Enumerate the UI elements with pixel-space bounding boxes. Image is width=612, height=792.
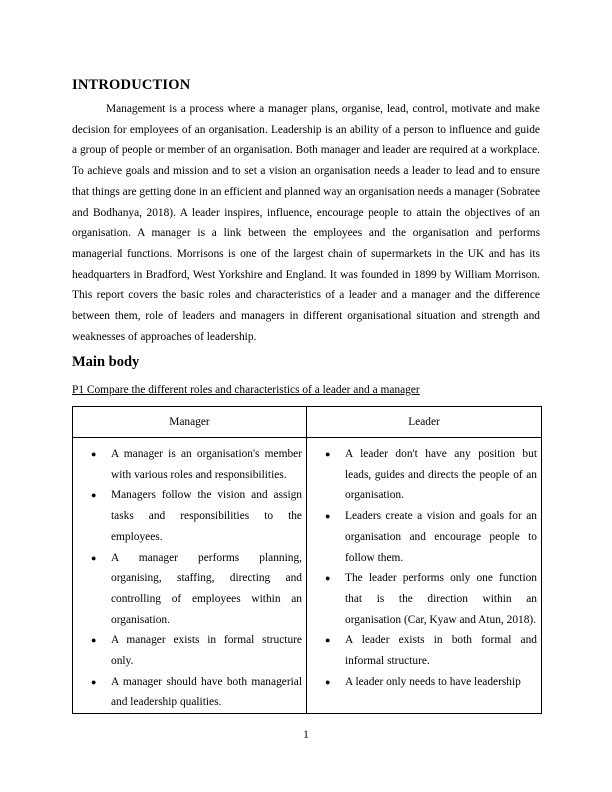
list-item: ● A manager exists in formal structure only. <box>77 630 302 671</box>
introduction-heading: INTRODUCTION <box>72 77 191 93</box>
bullet-icon: ● <box>325 511 331 522</box>
bullet-icon: ● <box>91 635 97 646</box>
leader-cell <box>307 438 542 714</box>
table-header-row <box>73 407 542 438</box>
bullet-icon: ● <box>91 676 97 687</box>
manager-cell <box>73 438 307 714</box>
main-body-heading: Main body <box>72 354 140 370</box>
list-item: ● A manager should have both managerial and leadership qualities. <box>77 672 302 713</box>
introduction-paragraph: Management is a process where a manager plans, organise, lead, control, motivate and make decision for employees of an organisation. Leadership is an ability of a person to influence and guide a group of people or member of an organisation. Both manager and leader are required at a workplace. To achieve goals and mission and to set a vision an organisation needs a leader to lead and to ensure that things are getting done in an efficient and planned way an organisation needs a manager (Sobratee and Bodhanya, 2018). A leader inspires, influence, encourage people to attain the objectives of an organisation. A manager is a link between the employees and the organisation and performs managerial functions. Morrisons is one of the largest chain of supermarkets in the UK and has its headquarters in Bradford, West Yorkshire and England. It was founded in 1899 by William Morrison. This report covers the basic roles and characteristics of a leader and a manager and the difference between them, role of leaders and managers in different organisational situation and strength and weaknesses of approaches of leadership. <box>72 103 540 343</box>
bullet-icon: ● <box>91 490 97 501</box>
list-item: ● A leader don't have any position but leads, guides and directs the people of an organisation. <box>311 444 537 506</box>
section-title: P1 Compare the different roles and characteristics of a leader and a manager <box>72 384 420 396</box>
comparison-table <box>72 406 542 714</box>
list-item: ● Managers follow the vision and assign tasks and responsibilities to the employees. <box>77 485 302 547</box>
list-item: ● A leader exists in both formal and informal structure. <box>311 630 537 671</box>
manager-points-list <box>77 444 302 713</box>
header-manager: Manager <box>73 407 307 438</box>
table-row <box>73 438 542 714</box>
list-item: ● The leader performs only one function that is the direction within an organisation (Car, Kyaw and Atun, 2018). <box>311 568 537 630</box>
bullet-icon: ● <box>325 573 331 584</box>
leader-points-list <box>311 444 537 692</box>
list-item: ● A leader only needs to have leadership <box>311 672 537 693</box>
list-item: ● A manager is an organisation's member with various roles and responsibilities. <box>77 444 302 485</box>
bullet-icon: ● <box>91 552 97 563</box>
list-item: ● Leaders create a vision and goals for an organisation and encourage people to follow them. <box>311 506 537 568</box>
bullet-icon: ● <box>325 635 331 646</box>
page-number: 1 <box>303 729 309 741</box>
list-item: ● A manager performs planning, organising, staffing, directing and controlling of employees within an organisation. <box>77 548 302 631</box>
bullet-icon: ● <box>91 449 97 459</box>
bullet-icon: ● <box>325 449 331 459</box>
header-leader: Leader <box>307 407 542 438</box>
bullet-icon: ● <box>325 676 331 687</box>
